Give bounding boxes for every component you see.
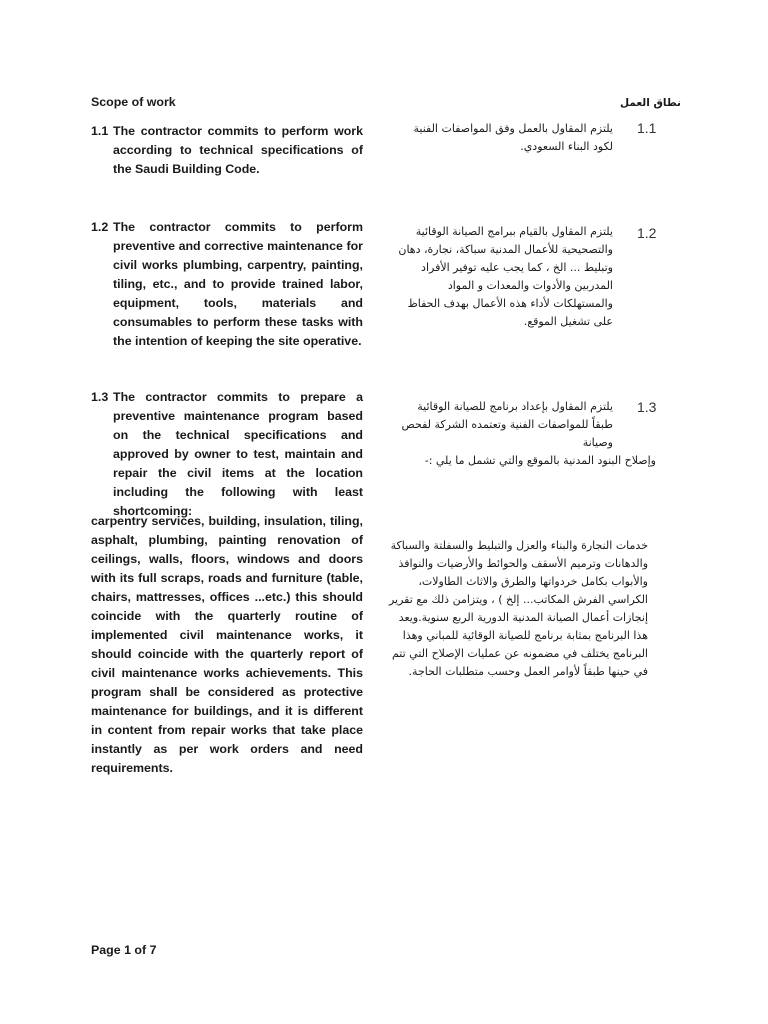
- clause-en-1-1: [91, 122, 363, 179]
- page-word: Page: [91, 943, 125, 957]
- heading-en: Scope of work: [91, 95, 176, 109]
- page-of-word: of: [130, 943, 150, 957]
- details-ar: خدمات النجارة والبناء والعزل والتبليط والسفلتة والسباكة والدهانات وترميم الأسقف والحوائط والأرضيات والنوافذ والأبواب بكامل خردواتها والطرق والاثاث الطاولات، الكراسي الفرش المكاتب... إلخ ) ، ويتزامن ذلك مع تقرير إنجازات أعمال الصيانة المدنية الدورية الربع سنوية.ويعد هذا البرنامج بمثابة برنامج للصيانة الوقائية للمباني وهذا البرنامج يختلف في مضمونه عن عمليات الإصلاح التي تتم في حينها طبقاً لأوامر العمل وحسب متطلبات الحاجة.: [388, 539, 648, 678]
- clause-text: The contractor commits to perform preventive and corrective maintenance for civil works plumbing, carpentry, painting, tiling, etc., and to provide trained labor, equipment, tools, materials and consumables to perform these tasks with the intention of keeping the site operative.: [113, 220, 363, 348]
- heading-ar: نطاق العمل: [619, 97, 681, 109]
- page-total: 7: [149, 943, 157, 957]
- clause-text: The contractor commits to perform work according to technical specifications of the Saudi Building Code.: [113, 124, 363, 176]
- clause-en-1-2: [91, 218, 363, 351]
- clause-number: 1.1: [91, 124, 109, 138]
- clause-ar-1-3: يلتزم المقاول بإعداد برنامج للصيانة الوقائية طبقاً للمواصفات الفنية وتعتمده الشركة لفحص وصيانة: [401, 400, 613, 449]
- clause-ar-1-3-continued: وإصلاح البنود المدنية بالموقع والتي تشمل ما يلي :-: [424, 454, 656, 467]
- clause-number: 1.2: [91, 220, 109, 234]
- clause-number-ar: 1.2: [637, 225, 657, 241]
- clause-text: The contractor commits to prepare a preventive maintenance program based on the technical specifications and approved by owner to test, maintain and repair the civil items at the location including the following with least shortcoming:: [113, 390, 363, 518]
- clause-number-ar: 1.3: [637, 399, 657, 415]
- clause-ar-1-1: يلتزم المقاول بالعمل وفق المواصفات الفنية لكود البناء السعودي.: [413, 122, 613, 153]
- clause-number: 1.3: [91, 390, 109, 404]
- page-number: [91, 941, 156, 960]
- details-en: carpentry services, building, insulation, tiling, asphalt, plumbing, painting renovation of ceilings, walls, floors, windows and doors with its full scraps, roads and furniture (table, chairs, mattresses, offices ...etc.) this should coincide with the quarterly routine of implemented civil maintenance works, it should coincide with the quarterly report of civil maintenance works achievements. This program shall be considered as protective maintenance for buildings, and it is different in content from repair works that take place instantly as per work orders and need requirements.: [91, 514, 363, 775]
- clause-ar-1-2: يلتزم المقاول بالقيام ببرامج الصيانة الوقائية والتصحيحية للأعمال المدنية سباكة، نجارة، دهان وتبليط ... الخ ، كما يجب عليه توفير الأفراد المدربين والأدوات والمعدات و المواد والمستهلكات لأداء هذه الأعمال بهدف الحفاظ على تشغيل الموقع.: [398, 225, 613, 328]
- clause-number-ar: 1.1: [637, 120, 657, 136]
- clause-en-1-3: [91, 388, 363, 521]
- page-current: 1: [124, 943, 131, 957]
